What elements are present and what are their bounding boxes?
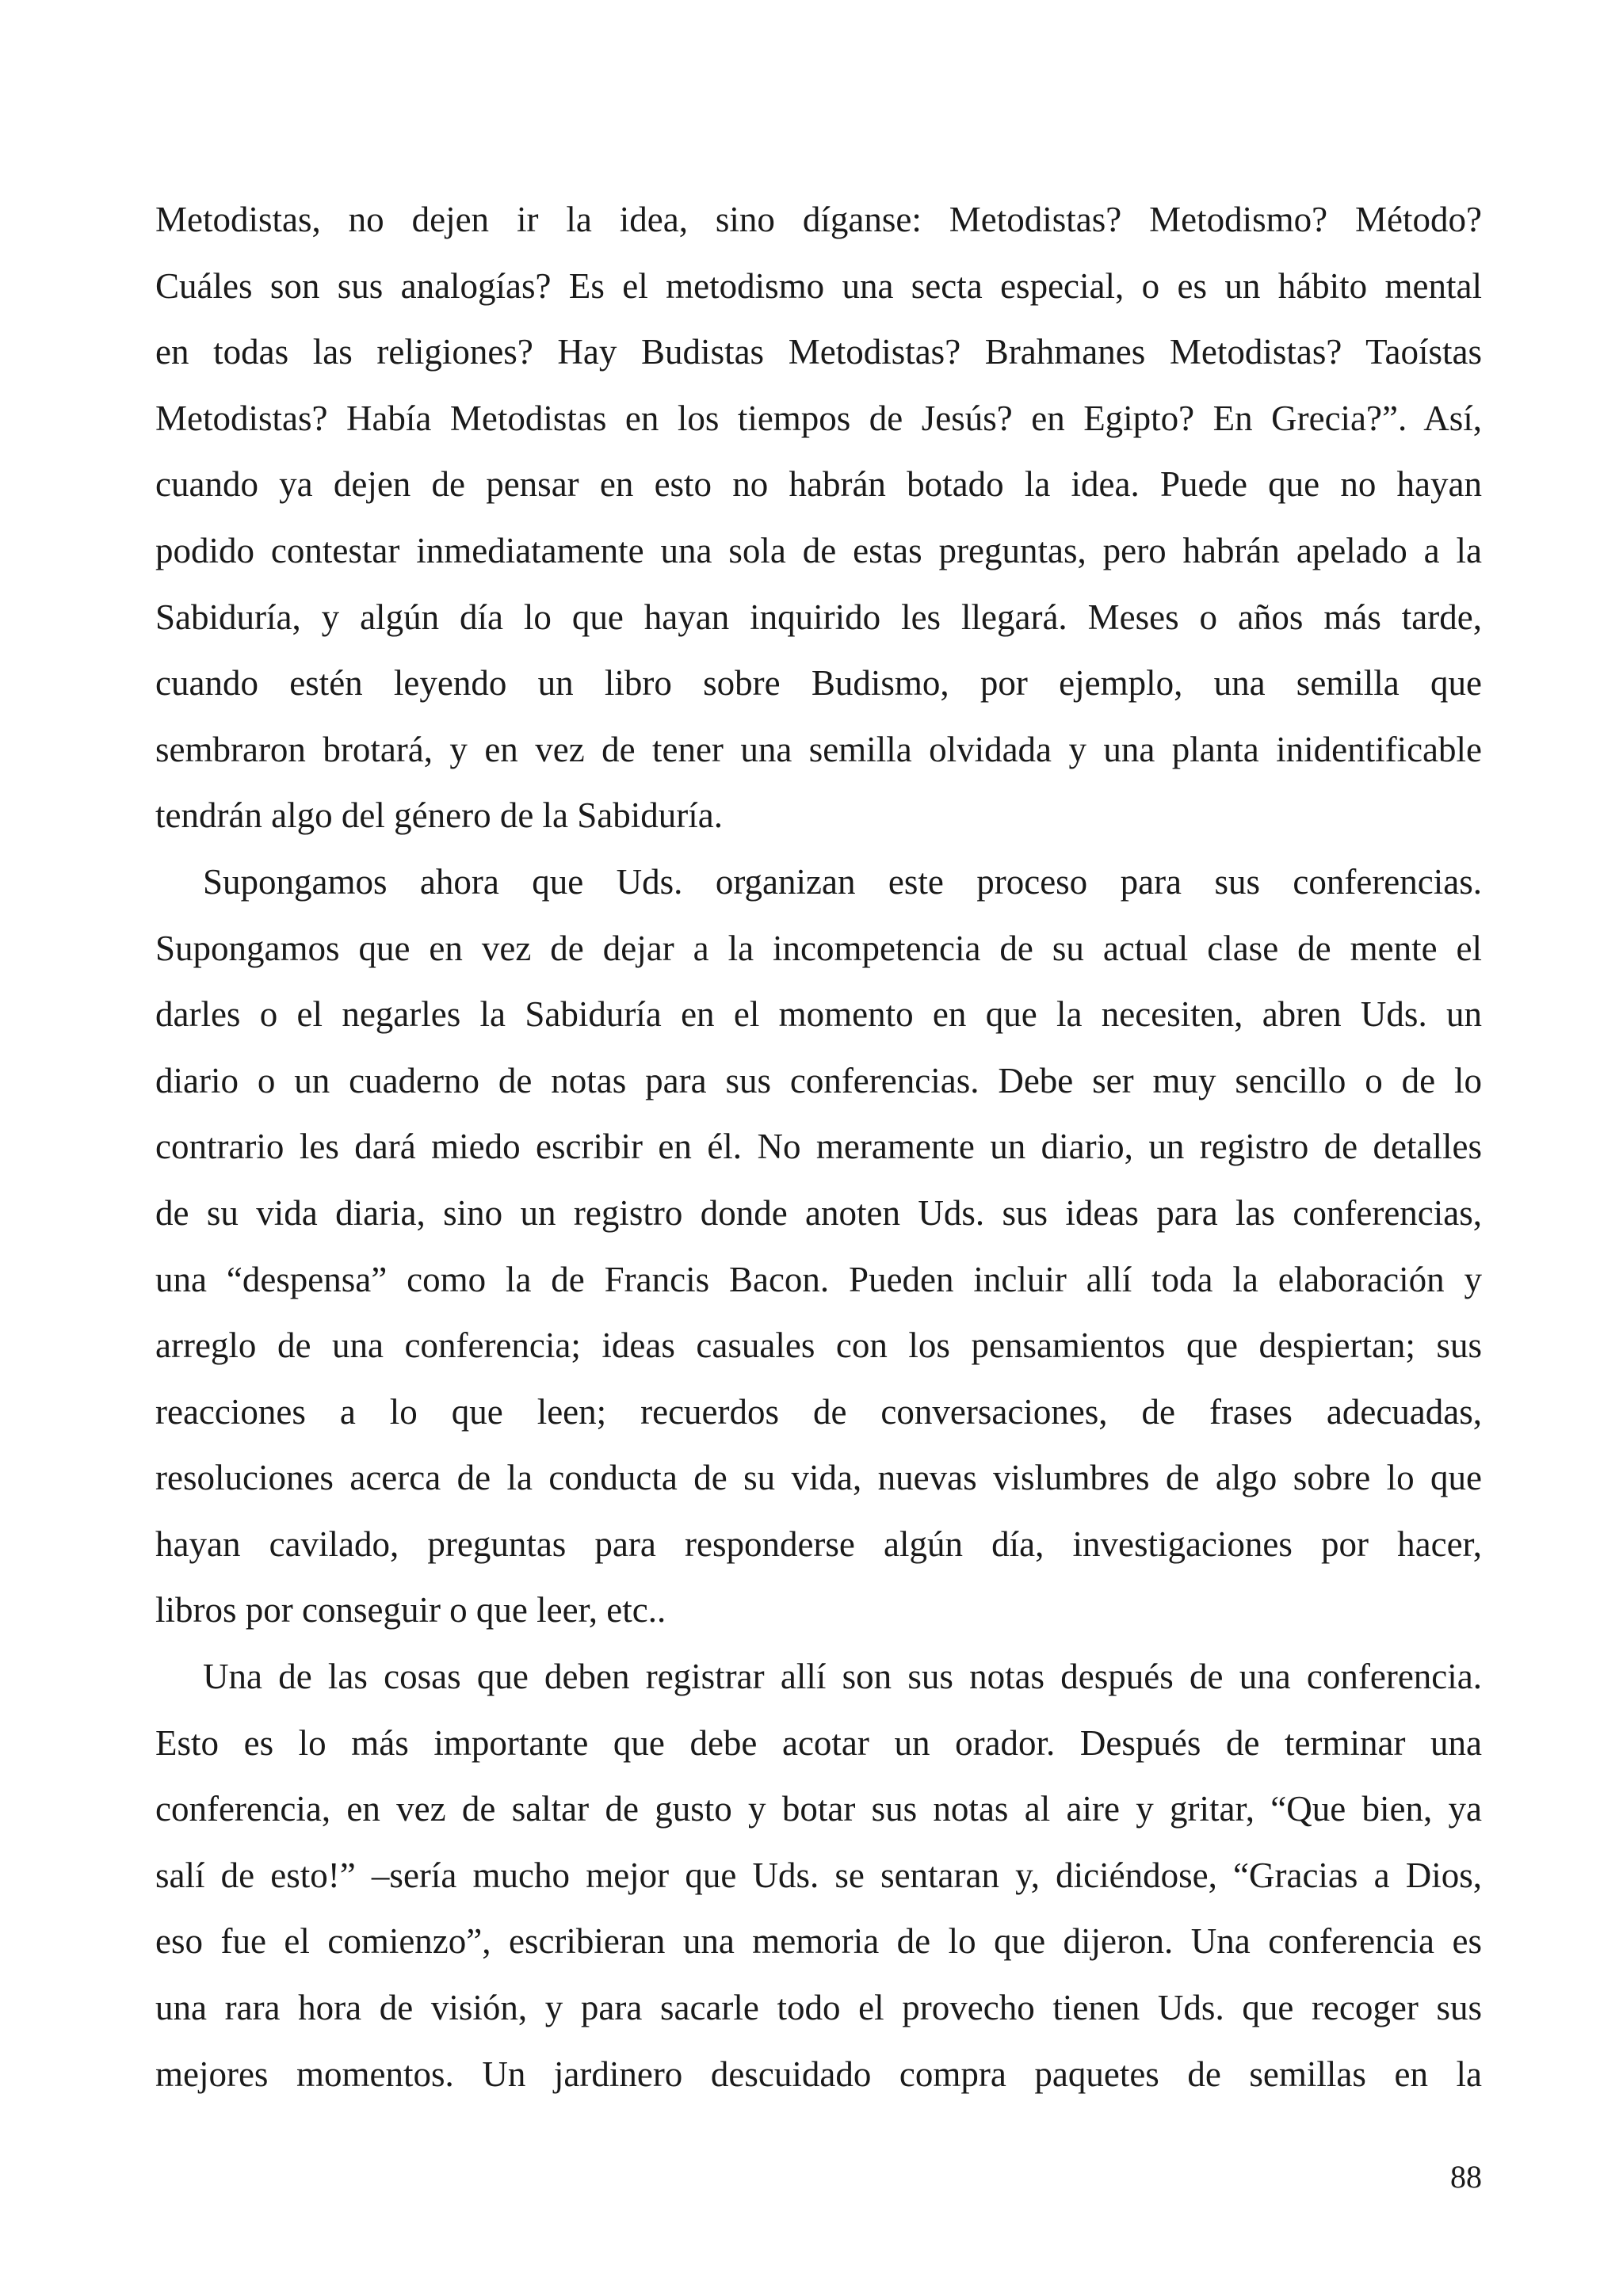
text-line: contrario les dará miedo escribir en él. No meramente un diario, un registro de detalles [155,1127,1482,1167]
text-line: cuando ya dejen de pensar en esto no habrán botado la idea. Puede que no hayan [155,464,1482,505]
text-line: en todas las religiones? Hay Budistas Metodistas? Brahmanes Metodistas? Taoístas [155,332,1482,372]
text-line: Metodistas? Había Metodistas en los tiempos de Jesús? en Egipto? En Grecia?”. Así, [155,398,1482,438]
text-line: conferencia, en vez de saltar de gusto y botar sus notas al aire y gritar, “Que bien, ya [155,1789,1482,1829]
text-line: diario o un cuaderno de notas para sus conferencias. Debe ser muy sencillo o de lo [155,1060,1482,1100]
body-text [155,187,1482,2107]
text-line: Cuáles son sus analogías? Es el metodismo una secta especial, o es un hábito mental [155,265,1482,306]
text-line: sembraron brotará, y en vez de tener una semilla olvidada y una planta inidentificable [155,729,1482,769]
text-line: de su vida diaria, sino un registro donde anoten Uds. sus ideas para las conferencias, [155,1192,1482,1233]
text-line: resoluciones acerca de la conducta de su vida, nuevas vislumbres de algo sobre lo que [155,1458,1482,1498]
text-line: Supongamos ahora que Uds. organizan este proceso para sus conferencias. [203,861,1482,902]
paragraph [155,187,1482,849]
text-line: hayan cavilado, preguntas para responderse algún día, investigaciones por hacer, [155,1524,1482,1564]
text-line: Supongamos que en vez de dejar a la incompetencia de su actual clase de mente el [155,928,1482,968]
paragraph [155,1644,1482,2107]
text-line: darles o el negarles la Sabiduría en el momento en que la necesiten, abren Uds. un [155,994,1482,1035]
text-line: una “despensa” como la de Francis Bacon. Pueden incluir allí toda la elaboración y [155,1259,1482,1299]
text-line: eso fue el comienzo”, escribieran una memoria de lo que dijeron. Una conferencia es [155,1921,1482,1962]
text-line: salí de esto!” –sería mucho mejor que Uds. se sentaran y, diciéndose, “Gracias a Dios, [155,1855,1482,1895]
text-line: tendrán algo del género de la Sabiduría. [155,795,723,836]
text-line: Metodistas, no dejen ir la idea, sino díganse: Metodistas? Metodismo? Método? [155,200,1482,239]
text-line: libros por conseguir o que leer, etc.. [155,1590,666,1630]
text-line: mejores momentos. Un jardinero descuidado compra paquetes de semillas en la [155,2054,1482,2094]
text-line: Sabiduría, y algún día lo que hayan inquirido les llegará. Meses o años más tarde, [155,597,1482,637]
text-line: Una de las cosas que deben registrar allí son sus notas después de una conferencia. [203,1657,1482,1697]
paragraph [155,849,1482,1644]
text-line: podido contestar inmediatamente una sola de estas preguntas, pero habrán apelado a la [155,530,1482,570]
text-line: Esto es lo más importante que debe acotar un orador. Después de terminar una [155,1722,1482,1763]
text-line: reacciones a lo que leen; recuerdos de conversaciones, de frases adecuadas, [155,1391,1482,1432]
text-line: arreglo de una conferencia; ideas casuales con los pensamientos que despiertan; sus [155,1325,1482,1366]
text-line: cuando estén leyendo un libro sobre Budismo, por ejemplo, una semilla que [155,663,1482,704]
page-number: 88 [1450,2159,1482,2195]
text-line: una rara hora de visión, y para sacarle todo el provecho tienen Uds. que recoger sus [155,1988,1482,2028]
